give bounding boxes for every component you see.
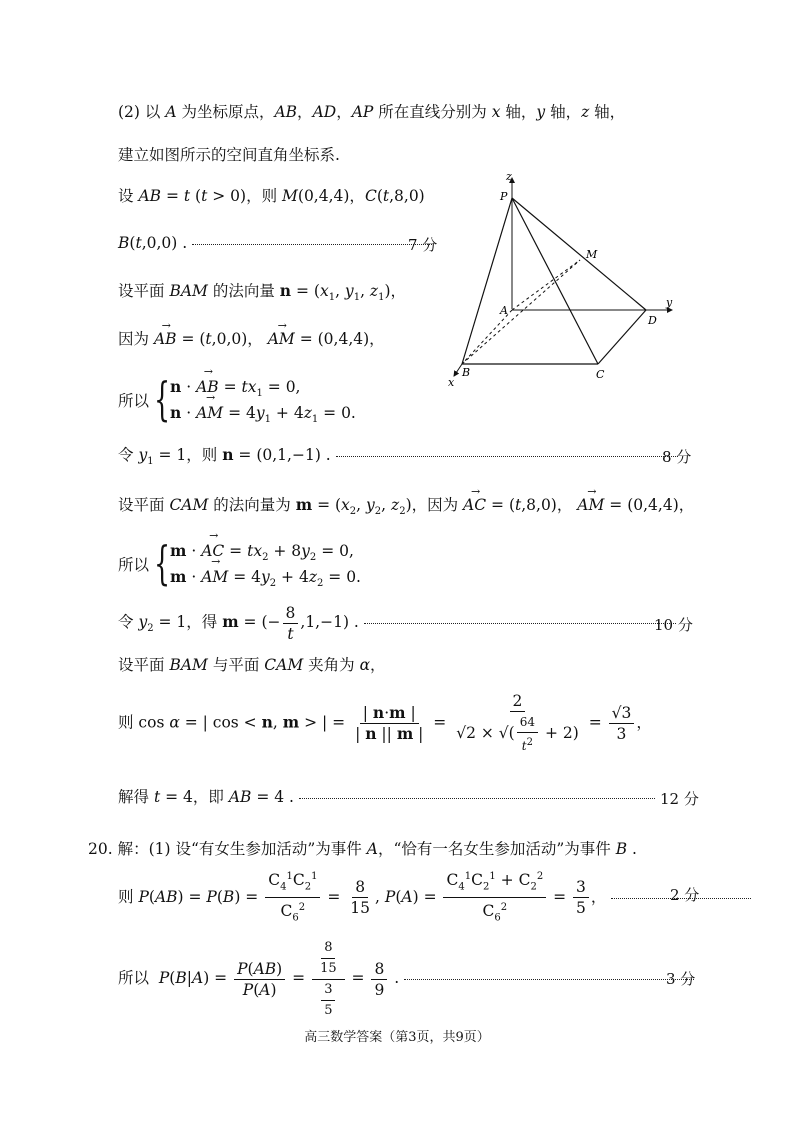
part2-set-ab-line: 设 AB = t (t > 0)，则 M(0,4,4)，C(t,8,0) — [118, 187, 425, 205]
label-m: M — [586, 248, 598, 261]
label-z: z — [506, 170, 512, 183]
part2-angle-line: 设平面 BAM 与平面 CAM 夹角为 α， — [118, 656, 386, 674]
part2-intro-line: (2) 以 A 为坐标原点，AB，AD，AP 所在直线分别为 x 轴，y 轴，z 轴， — [118, 103, 626, 121]
suoyi-2: 所以 — [118, 556, 150, 574]
system-1: 所以 { n · → AB = $tx_1 = 0$, n · → AM = $4y_1 + 4z_1 = 0$. — [118, 372, 378, 432]
label-d: D — [648, 314, 657, 327]
pyramid-figure — [440, 168, 680, 388]
part2-solve-line: 解得 t = 4，即 AB = 4 . — [118, 786, 655, 808]
page-footer: 高三数学答案（第3页，共9页） — [304, 1030, 490, 1045]
part2-let-y2-line: 令 $y_2 = 1$，得 m = (− $\frac{8}{t}$ ,1,−1) . — [118, 600, 676, 651]
part2-normal-n-line: 设平面 BAM 的法向量 $n = (x_1$, $y_1$, $z_1$)， — [118, 281, 407, 304]
score-3: 3 分 — [666, 970, 696, 988]
system-2: 所以 { m · → AC = $tx_2 + 8y_2 = 0$, m · → AM = $4y_2 + 4z_2 = 0$. — [118, 536, 418, 596]
part2-coord-system-line: 建立如图所示的空间直角坐标系. — [118, 146, 340, 164]
label-b: B — [462, 366, 471, 379]
x-axis — [454, 364, 462, 376]
q20-prob-line: 则 P(AB) = P(B) = $\frac{C_4^1C_2^1}{C_6^2}$ = $\frac{8}{15}$ , P(A) = $\frac{C_4^1C_2^1 + C_2^2}{C_6^2}$ = $\frac{3}{5}$ ， — [118, 868, 751, 928]
score-10: 10 分 — [654, 616, 693, 634]
score-7: 7 分 — [408, 236, 438, 254]
part2-point-b-line: B(t,0,0) . — [118, 232, 432, 254]
part2-vectors-line: 因为 → AB = (t,0,0)， → AM = (0,4,4)， — [118, 328, 385, 350]
score-12: 12 分 — [660, 790, 699, 808]
q20-conditional-line: 所以 P(B|A) = $\frac{P(AB)}{P(A)}$ = $\frac{\frac{8}{15}}{\frac{3}{5}}$ = $\frac{8}{9}$ . — [118, 938, 694, 1020]
q20-intro-line: 20. 解：(1) 设“有女生参加活动”为事件 A，“恰有一名女生参加活动”为事件 B . — [88, 840, 637, 858]
label-y: y — [666, 296, 673, 309]
score-8: 8 分 — [662, 448, 692, 466]
suoyi-1: 所以 — [118, 392, 150, 410]
label-p: P — [500, 190, 508, 203]
part2-cos-line: 则 cos α = | cos < n, m > | = $\frac{| n\cdot m |}{| n || m |}$ = 2 √2 × √( $\frac{64}{t^2}$ + 2) = $\frac{√3}{3}$ ， — [118, 692, 652, 753]
part2-let-y1-line: 令 $y_1 = 1$，则 n = (0,1,−1) . — [118, 444, 678, 473]
label-x: x — [448, 376, 455, 388]
label-c: C — [596, 368, 605, 381]
part2-normal-m-line: 设平面 CAM 的法向量为 $m = (x_2$, $y_2$, $z_2$)，因为 → AC = (t,8,0)， → AM = (0,4,4)， — [118, 494, 694, 523]
score-2: 2 分 — [670, 886, 700, 904]
label-a: A — [500, 304, 508, 317]
